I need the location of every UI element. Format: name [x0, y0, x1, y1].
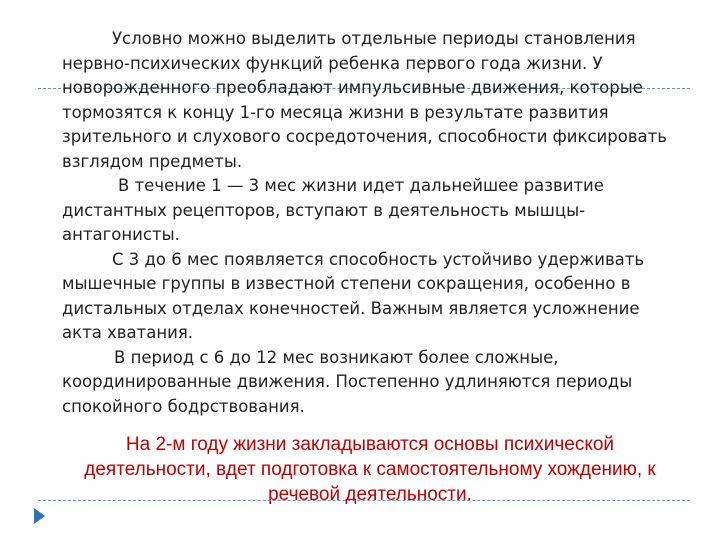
paragraph-1-3-months: В течение 1 — 3 мес жизни идет дальнейшее развитие дистантных рецепторов, вступают в деятельность мышцы-антагонисты.: [62, 176, 604, 244]
paragraph-3-6-months: С 3 до 6 мес появляется способность устойчиво удерживать мышечные группы в известной степени сокращения, особенно в дистальных отделах конечностей. Важным является усложнение акта хватания.: [62, 249, 645, 342]
paragraph-periods-intro: Условно можно выделить отдельные периоды становления нервно-психических функций ребенка первого года жизни. У новорожденного преобладают импульсивные движения, которые тормозятся к концу 1-го месяца жизни в результате развития зрительного и слухового сосредоточения, способности фиксировать взглядом предметы.: [62, 29, 667, 171]
paragraph-6-12-months: В период с 6 до 12 мес возникают более сложные, координированные движения. Постепенно удлиняются периоды спокойного бодрствования.: [62, 347, 633, 416]
decorative-dashed-rule-bottom: [38, 500, 690, 501]
highlight-second-year: На 2-м году жизни закладываются основы психической деятельности, вдет подготовка к самостоятельному хождению, к речевой деятельности.: [84, 434, 656, 505]
body-text: [62, 27, 682, 419]
triangle-bullet-icon: [34, 508, 45, 524]
